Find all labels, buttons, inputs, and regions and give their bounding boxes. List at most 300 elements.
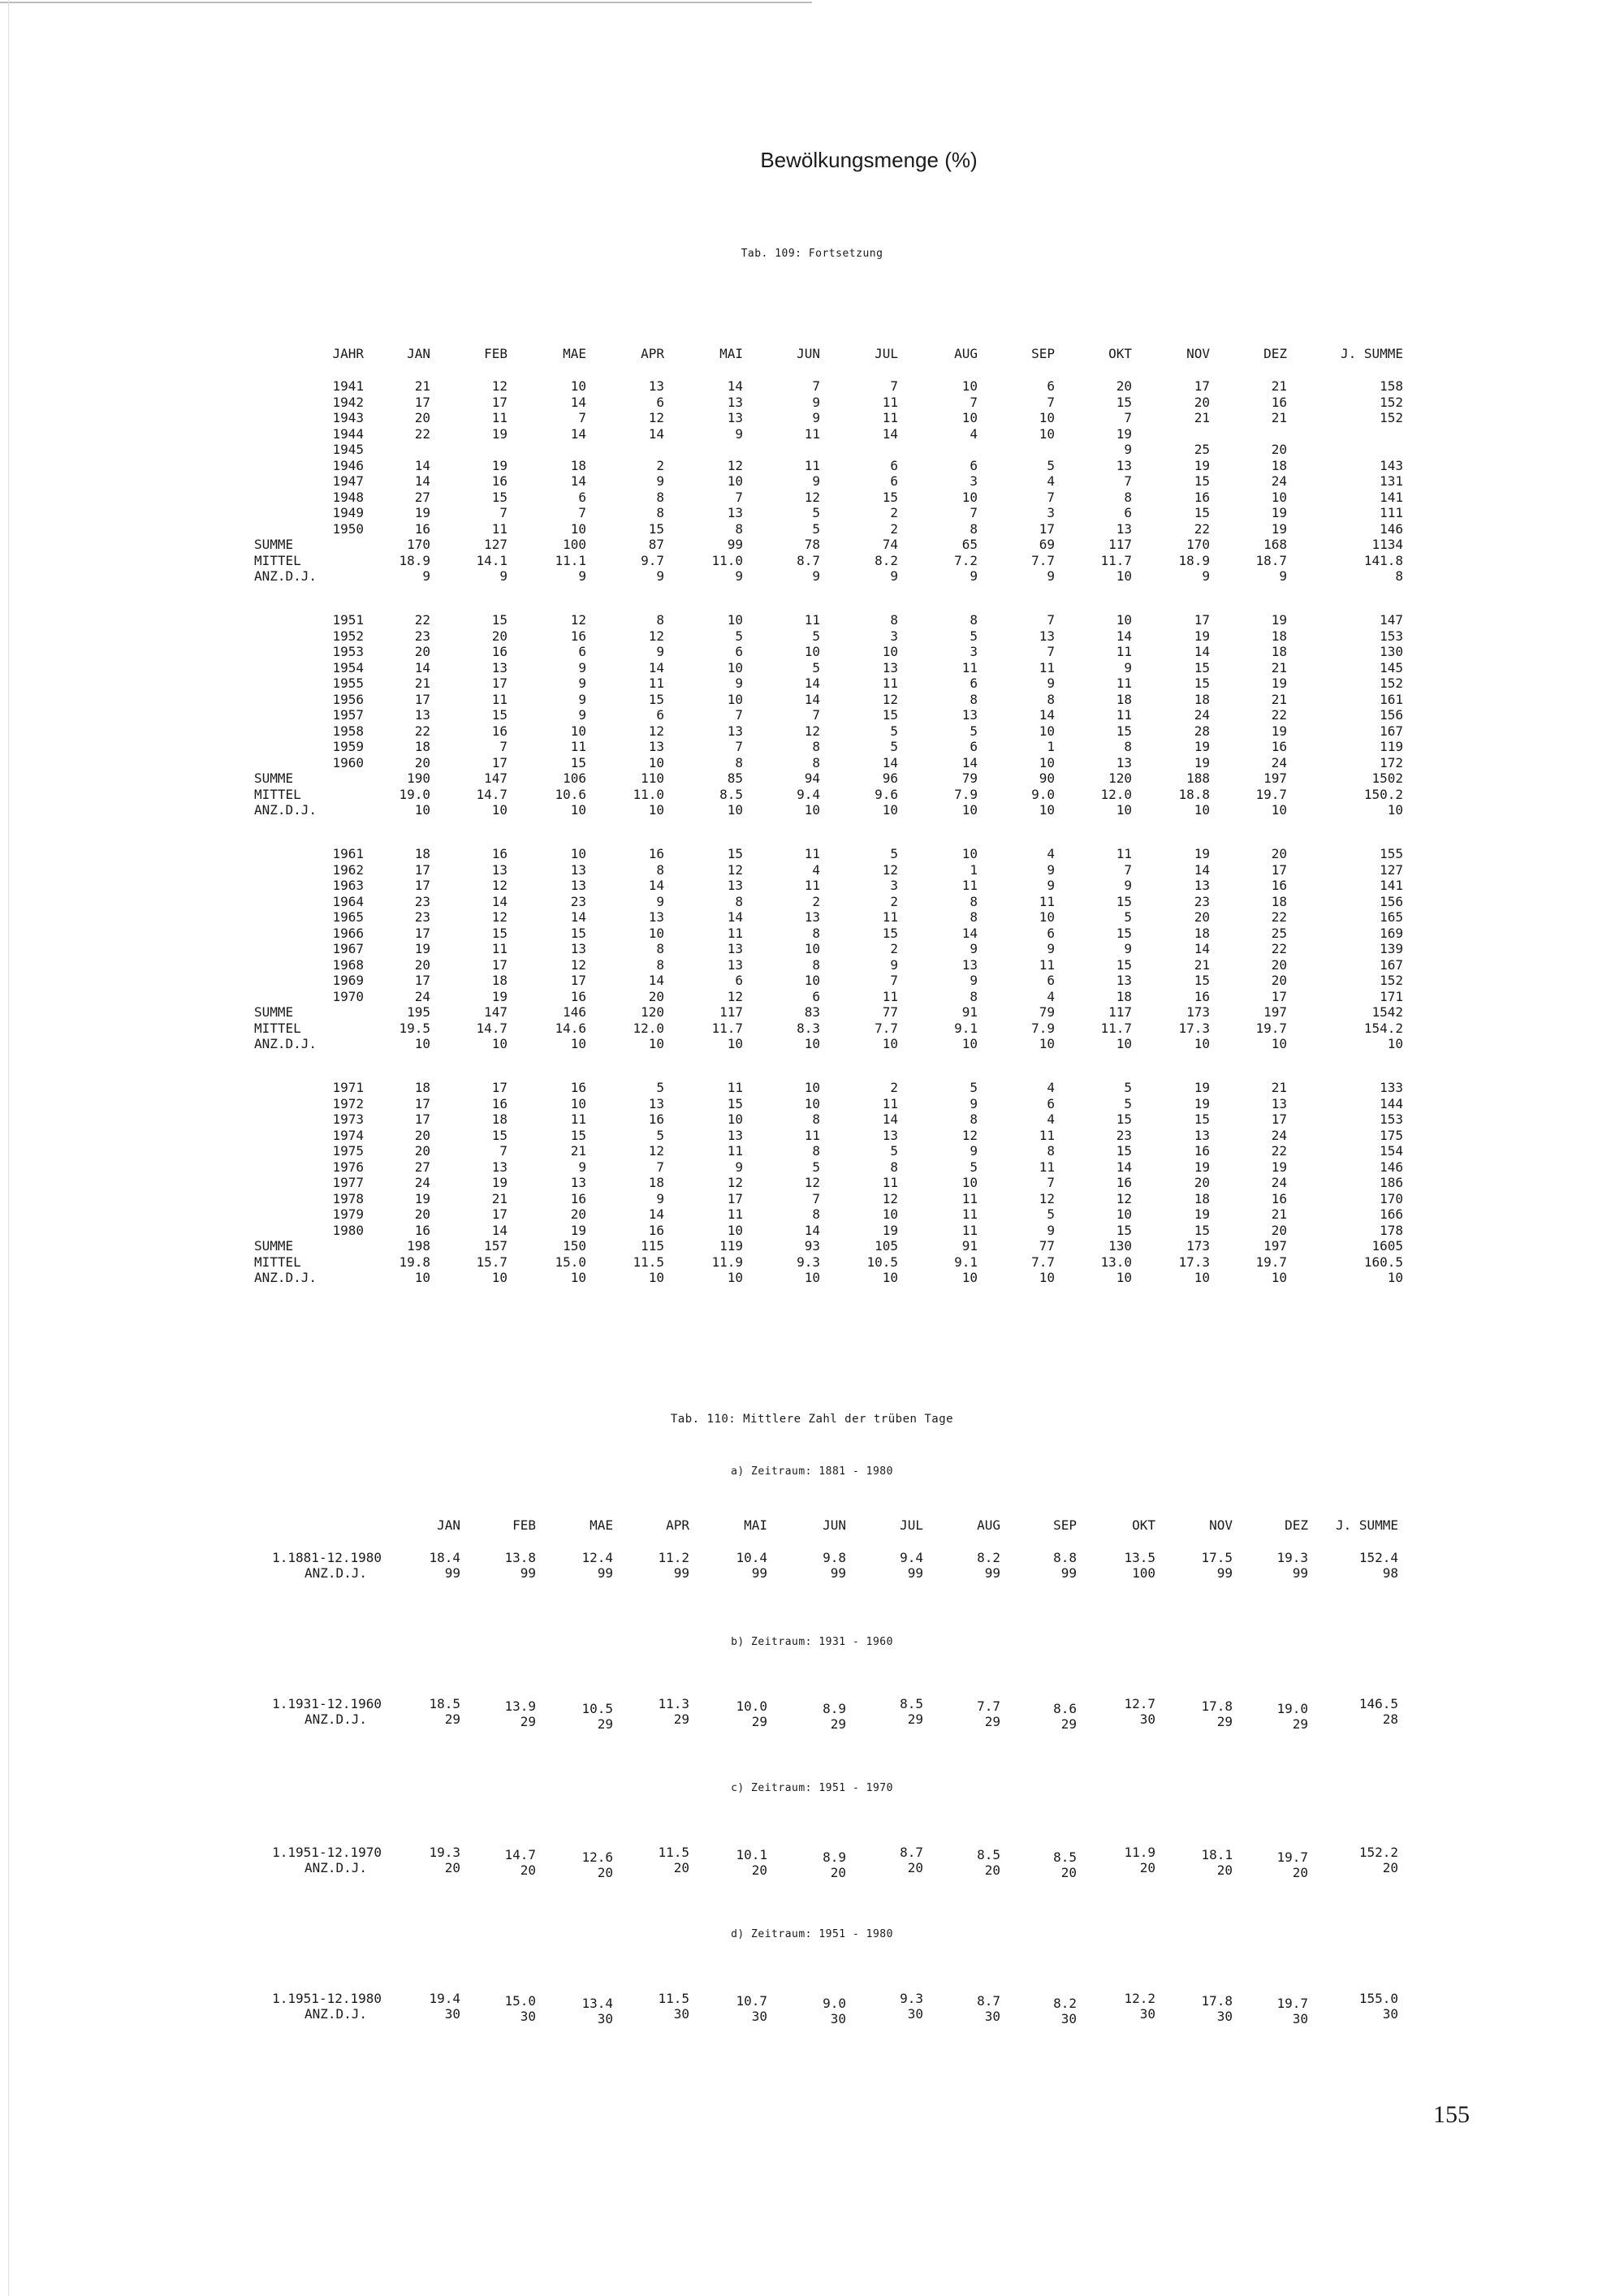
value-cell: 20 (1194, 1175, 1210, 1190)
summe-row-cell: 91 (961, 1004, 978, 1020)
year-cell: 1966 (332, 925, 364, 941)
value-cell: 13 (961, 707, 978, 723)
summe-row-cell: 127 (484, 537, 508, 552)
year-cell: 1958 (332, 723, 364, 739)
value-cell: 7 (1047, 644, 1055, 659)
year-cell: 1970 (332, 988, 364, 1004)
anz-value-cell: 30 (520, 2009, 536, 2024)
table-110-header: JUN (823, 1517, 846, 1533)
mittel-row-cell: 7.9 (954, 786, 978, 802)
value-cell: 8 (1124, 739, 1132, 754)
value-cell: 14 (648, 878, 664, 893)
anz-row-cell: 10 (648, 1036, 664, 1051)
value-cell: 11 (727, 1143, 743, 1159)
mittel-row-cell: 12.0 (633, 1020, 664, 1036)
value-cell: 13 (1194, 1127, 1210, 1143)
table-110-caption: Tab. 110: Mittlere Zahl der trüben Tage (670, 1413, 954, 1426)
mean-value-cell: 18.5 (429, 1696, 460, 1711)
value-cell: 7 (578, 505, 586, 520)
value-cell: 12 (570, 612, 586, 628)
table-110-header: J. SUMME (1335, 1517, 1398, 1533)
summe-row-cell: 117 (1108, 1004, 1132, 1020)
anz-value-cell: 98 (1382, 1565, 1398, 1581)
summe-row-cell: 130 (1108, 1238, 1132, 1254)
value-cell: 16 (491, 723, 508, 739)
anz-value-cell: 30 (907, 2006, 923, 2022)
value-cell: 13 (491, 1159, 508, 1175)
value-cell: 25 (1194, 442, 1210, 457)
value-cell: 6 (890, 473, 898, 489)
value-cell: 13 (648, 909, 664, 925)
mean-value-cell: 11.5 (658, 1845, 689, 1860)
value-cell: 6 (578, 644, 586, 659)
value-cell: 8 (735, 754, 743, 770)
value-cell: 8 (656, 612, 664, 628)
value-cell: 144 (1380, 1095, 1403, 1111)
value-cell: 9 (812, 473, 820, 489)
value-cell: 25 (1271, 925, 1287, 941)
value-cell: 4 (1047, 1111, 1055, 1127)
anz-value-cell: 30 (1139, 1711, 1155, 1727)
year-cell: 1949 (332, 505, 364, 520)
anz-row-cell: 10 (1116, 1036, 1132, 1051)
value-cell: 14 (570, 909, 586, 925)
value-cell: 19 (491, 457, 508, 473)
value-cell: 16 (1194, 1143, 1210, 1159)
value-cell: 8 (970, 1111, 978, 1127)
anz-row-cell: 10 (961, 1036, 978, 1051)
table-109-header: SEP (1031, 346, 1055, 361)
anz-row-cell: 10 (1194, 1270, 1210, 1285)
value-cell: 17 (491, 754, 508, 770)
value-cell: 27 (414, 489, 430, 505)
value-cell: 4 (970, 425, 978, 442)
value-cell: 6 (1047, 378, 1055, 394)
summe-row-cell: 90 (1039, 770, 1055, 786)
value-cell: 17 (1271, 861, 1287, 878)
mean-value-cell: 8.8 (1053, 1550, 1077, 1565)
value-cell: 153 (1380, 1111, 1403, 1127)
mean-value-cell: 146.5 (1358, 1696, 1398, 1711)
value-cell: 10 (570, 846, 586, 861)
value-cell: 5 (970, 628, 978, 644)
value-cell: 119 (1380, 739, 1403, 754)
value-cell: 19 (882, 1222, 898, 1238)
value-cell: 19 (1271, 1159, 1287, 1175)
value-cell: 171 (1380, 988, 1403, 1004)
mittel-row-cell: 9.1 (954, 1254, 978, 1270)
value-cell: 13 (570, 1175, 586, 1190)
value-cell: 15 (570, 754, 586, 770)
anz-row-cell: 10 (570, 1270, 586, 1285)
mean-value-cell: 19.3 (429, 1845, 460, 1860)
period-label: 1.1951-12.1980 (272, 1991, 382, 2006)
value-cell: 3 (1047, 505, 1055, 520)
summe-row-cell: 65 (961, 537, 978, 552)
value-cell: 20 (491, 628, 508, 644)
value-cell: 23 (414, 909, 430, 925)
summe-row-cell: 170 (407, 537, 430, 552)
summe-row-cell: 1134 (1371, 537, 1403, 552)
mittel-row-cell: 11.7 (711, 1020, 743, 1036)
value-cell: 12 (727, 1175, 743, 1190)
value-cell: 6 (890, 457, 898, 473)
summe-row-cell: 74 (882, 537, 898, 552)
summe-row-label: SUMME (254, 770, 294, 786)
value-cell: 145 (1380, 659, 1403, 675)
anz-row-cell: 9 (970, 568, 978, 584)
value-cell: 13 (727, 723, 743, 739)
value-cell: 19 (1271, 675, 1287, 691)
mean-value-cell: 9.4 (900, 1550, 923, 1565)
value-cell: 23 (414, 893, 430, 909)
anz-row-cell: 9 (656, 568, 664, 584)
table-110-header: OKT (1132, 1517, 1155, 1533)
anz-label: ANZ.D.J. (304, 1565, 367, 1581)
summe-row-cell: 78 (804, 537, 820, 552)
value-cell: 14 (414, 457, 430, 473)
value-cell: 12 (727, 988, 743, 1004)
value-cell: 15 (491, 925, 508, 941)
value-cell: 165 (1380, 909, 1403, 925)
value-cell: 2 (890, 941, 898, 956)
value-cell: 17 (1194, 612, 1210, 628)
value-cell: 5 (656, 1127, 664, 1143)
value-cell: 21 (1271, 1206, 1287, 1222)
value-cell: 12 (648, 410, 664, 425)
anz-row-cell: 10 (491, 1270, 508, 1285)
anz-value-cell: 29 (1060, 1716, 1077, 1732)
value-cell: 20 (414, 1127, 430, 1143)
value-cell: 20 (414, 1206, 430, 1222)
value-cell: 19 (1271, 723, 1287, 739)
value-cell: 10 (961, 410, 978, 425)
value-cell: 11 (1039, 893, 1055, 909)
value-cell: 4 (1047, 1080, 1055, 1095)
value-cell: 13 (648, 378, 664, 394)
table-110-header: NOV (1209, 1517, 1233, 1533)
value-cell: 11 (882, 1175, 898, 1190)
value-cell: 9 (578, 707, 586, 723)
mean-value-cell: 8.2 (977, 1550, 1000, 1565)
value-cell: 161 (1380, 691, 1403, 707)
value-cell: 19 (1194, 628, 1210, 644)
anz-row-cell: 9 (422, 568, 430, 584)
summe-row-label: SUMME (254, 1238, 294, 1254)
value-cell: 24 (1271, 754, 1287, 770)
table-109-header: JAN (407, 346, 430, 361)
value-cell: 23 (570, 893, 586, 909)
value-cell: 9 (1047, 675, 1055, 691)
value-cell: 11 (1039, 1159, 1055, 1175)
anz-value-cell: 20 (597, 1865, 613, 1880)
value-cell: 11 (1039, 1127, 1055, 1143)
value-cell: 12 (648, 723, 664, 739)
value-cell: 12 (648, 628, 664, 644)
anz-value-cell: 29 (520, 1714, 536, 1729)
value-cell: 15 (648, 520, 664, 537)
mean-value-cell: 155.0 (1358, 1991, 1398, 2006)
value-cell: 14 (961, 754, 978, 770)
value-cell: 11 (491, 520, 508, 537)
summe-row-cell: 99 (727, 537, 743, 552)
value-cell: 19 (491, 425, 508, 442)
value-cell: 10 (804, 1095, 820, 1111)
year-cell: 1979 (332, 1206, 364, 1222)
value-cell: 7 (970, 394, 978, 410)
value-cell: 14 (882, 754, 898, 770)
value-cell: 19 (414, 1190, 430, 1206)
value-cell: 133 (1380, 1080, 1403, 1095)
value-cell: 10 (1039, 425, 1055, 442)
value-cell: 8 (812, 1206, 820, 1222)
value-cell: 20 (414, 410, 430, 425)
anz-value-cell: 29 (1216, 1714, 1233, 1729)
value-cell: 8 (812, 1111, 820, 1127)
value-cell: 10 (1271, 489, 1287, 505)
value-cell: 8 (656, 861, 664, 878)
table-110-section-caption: a) Zeitraum: 1881 - 1980 (731, 1465, 893, 1478)
mittel-row-cell: 9.4 (797, 786, 820, 802)
mittel-row-cell: 15.7 (476, 1254, 508, 1270)
value-cell: 19 (1271, 505, 1287, 520)
anz-row-cell: 9 (578, 568, 586, 584)
mean-value-cell: 13.9 (504, 1698, 536, 1714)
value-cell: 18 (1116, 988, 1132, 1004)
value-cell: 8 (735, 520, 743, 537)
value-cell: 15 (1116, 394, 1132, 410)
value-cell: 17 (414, 878, 430, 893)
value-cell: 17 (491, 394, 508, 410)
value-cell: 13 (491, 659, 508, 675)
value-cell: 15 (727, 1095, 743, 1111)
anz-value-cell: 99 (1292, 1565, 1308, 1581)
value-cell: 17 (414, 925, 430, 941)
value-cell: 14 (882, 1111, 898, 1127)
mean-value-cell: 19.7 (1276, 1849, 1308, 1865)
summe-row-label: SUMME (254, 1004, 294, 1020)
anz-row-cell: 10 (804, 1270, 820, 1285)
value-cell: 10 (804, 1080, 820, 1095)
value-cell: 15 (1116, 956, 1132, 973)
value-cell: 9 (812, 394, 820, 410)
value-cell: 16 (414, 1222, 430, 1238)
value-cell: 8 (656, 489, 664, 505)
summe-row-cell: 173 (1186, 1238, 1210, 1254)
mean-value-cell: 152.2 (1358, 1845, 1398, 1860)
value-cell: 15 (1194, 675, 1210, 691)
value-cell: 4 (1047, 988, 1055, 1004)
value-cell: 9 (890, 956, 898, 973)
value-cell: 24 (414, 988, 430, 1004)
year-cell: 1972 (332, 1095, 364, 1111)
mean-value-cell: 12.7 (1124, 1696, 1155, 1711)
year-cell: 1944 (332, 425, 364, 442)
value-cell: 14 (414, 659, 430, 675)
year-cell: 1951 (332, 612, 364, 628)
value-cell: 15 (882, 707, 898, 723)
table-109-header: NOV (1186, 346, 1210, 361)
anz-value-cell: 20 (907, 1860, 923, 1875)
value-cell: 22 (414, 612, 430, 628)
value-cell: 12 (648, 1143, 664, 1159)
value-cell: 19 (1194, 846, 1210, 861)
value-cell: 21 (1271, 378, 1287, 394)
value-cell: 12 (882, 861, 898, 878)
value-cell: 19 (1194, 1080, 1210, 1095)
value-cell: 22 (414, 425, 430, 442)
value-cell: 10 (727, 659, 743, 675)
value-cell: 20 (570, 1206, 586, 1222)
summe-row-cell: 168 (1263, 537, 1287, 552)
value-cell: 19 (1116, 425, 1132, 442)
value-cell: 13 (727, 410, 743, 425)
value-cell: 172 (1380, 754, 1403, 770)
value-cell: 7 (890, 973, 898, 988)
summe-row-cell: 117 (719, 1004, 743, 1020)
value-cell: 8 (970, 691, 978, 707)
value-cell: 16 (1116, 1175, 1132, 1190)
summe-row-cell: 106 (563, 770, 586, 786)
value-cell: 10 (727, 691, 743, 707)
anz-row-cell: 10 (1039, 802, 1055, 818)
anz-row-cell: 10 (570, 802, 586, 818)
mittel-row-label: MITTEL (254, 786, 301, 802)
value-cell: 17 (491, 1080, 508, 1095)
value-cell: 15 (1194, 505, 1210, 520)
mean-value-cell: 8.9 (823, 1849, 846, 1865)
value-cell: 8 (812, 739, 820, 754)
mean-value-cell: 8.7 (900, 1845, 923, 1860)
value-cell: 13 (882, 1127, 898, 1143)
summe-row-cell: 157 (484, 1238, 508, 1254)
value-cell: 15 (1194, 1222, 1210, 1238)
value-cell: 11 (1116, 846, 1132, 861)
value-cell: 11 (804, 457, 820, 473)
anz-row-cell: 10 (491, 802, 508, 818)
value-cell: 9 (656, 473, 664, 489)
anz-value-cell: 30 (984, 2009, 1000, 2024)
summe-row-cell: 190 (407, 770, 430, 786)
period-label: 1.1931-12.1960 (272, 1696, 382, 1711)
summe-row-cell: 79 (961, 770, 978, 786)
scan-top-edge (0, 2, 812, 3)
value-cell: 11 (961, 1190, 978, 1206)
table-109-header: APR (641, 346, 664, 361)
mittel-row-cell: 11.7 (1100, 1020, 1132, 1036)
value-cell: 7 (735, 489, 743, 505)
value-cell: 9 (656, 893, 664, 909)
anz-value-cell: 20 (444, 1860, 460, 1875)
value-cell: 2 (890, 1080, 898, 1095)
mittel-row-label: MITTEL (254, 1020, 301, 1036)
mean-value-cell: 13.8 (504, 1550, 536, 1565)
value-cell: 17 (491, 956, 508, 973)
value-cell: 6 (970, 675, 978, 691)
mean-value-cell: 8.5 (900, 1696, 923, 1711)
year-cell: 1952 (332, 628, 364, 644)
value-cell: 9 (735, 425, 743, 442)
mean-value-cell: 18.1 (1201, 1847, 1233, 1862)
mittel-row-cell: 10.5 (866, 1254, 898, 1270)
anz-row-cell: 10 (1116, 1270, 1132, 1285)
value-cell: 11 (491, 691, 508, 707)
value-cell: 158 (1380, 378, 1403, 394)
value-cell: 20 (1116, 378, 1132, 394)
mittel-row-cell: 12.0 (1100, 786, 1132, 802)
value-cell: 10 (882, 1206, 898, 1222)
anz-value-cell: 30 (830, 2011, 846, 2026)
value-cell: 10 (727, 1222, 743, 1238)
value-cell: 111 (1380, 505, 1403, 520)
value-cell: 7 (812, 378, 820, 394)
value-cell: 24 (1271, 1175, 1287, 1190)
value-cell: 12 (1039, 1190, 1055, 1206)
anz-row-cell: 10 (961, 1270, 978, 1285)
value-cell: 15 (882, 489, 898, 505)
anz-row-cell: 9 (812, 568, 820, 584)
summe-row-label: SUMME (254, 537, 294, 552)
value-cell: 24 (1271, 473, 1287, 489)
value-cell: 19 (491, 988, 508, 1004)
value-cell: 5 (812, 628, 820, 644)
value-cell: 6 (812, 988, 820, 1004)
value-cell: 10 (804, 644, 820, 659)
anz-row-label: ANZ.D.J. (254, 568, 317, 584)
mittel-row-cell: 9.3 (797, 1254, 820, 1270)
mean-value-cell: 9.8 (823, 1550, 846, 1565)
anz-row-cell: 9 (1279, 568, 1287, 584)
value-cell: 7 (1124, 861, 1132, 878)
year-cell: 1950 (332, 520, 364, 537)
mean-value-cell: 10.4 (736, 1550, 767, 1565)
anz-value-cell: 99 (1060, 1565, 1077, 1581)
value-cell: 14 (1116, 1159, 1132, 1175)
mean-value-cell: 11.3 (658, 1696, 689, 1711)
anz-row-cell: 10 (1271, 1036, 1287, 1051)
value-cell: 11 (804, 612, 820, 628)
value-cell: 15 (1116, 893, 1132, 909)
mittel-row-cell: 18.9 (1178, 552, 1210, 568)
value-cell: 19 (1271, 612, 1287, 628)
anz-value-cell: 99 (907, 1565, 923, 1581)
summe-row-cell: 117 (1108, 537, 1132, 552)
table-110-section-caption: b) Zeitraum: 1931 - 1960 (731, 1636, 893, 1648)
value-cell: 9 (1124, 941, 1132, 956)
year-cell: 1943 (332, 410, 364, 425)
anz-row-cell: 10 (882, 802, 898, 818)
value-cell: 17 (414, 973, 430, 988)
mittel-row-cell: 14.6 (555, 1020, 586, 1036)
summe-row-cell: 197 (1263, 770, 1287, 786)
mittel-row-cell: 7.9 (1031, 1020, 1055, 1036)
anz-value-cell: 99 (444, 1565, 460, 1581)
value-cell: 2 (656, 457, 664, 473)
mittel-row-cell: 19.7 (1255, 786, 1287, 802)
year-cell: 1977 (332, 1175, 364, 1190)
mittel-row-cell: 11.7 (1100, 552, 1132, 568)
mean-value-cell: 10.1 (736, 1847, 767, 1862)
mittel-row-cell: 9.7 (641, 552, 664, 568)
mean-value-cell: 10.5 (581, 1701, 613, 1716)
anz-row-cell: 10 (1387, 1036, 1403, 1051)
value-cell: 19 (1194, 739, 1210, 754)
summe-row-cell: 119 (719, 1238, 743, 1254)
value-cell: 15 (1194, 973, 1210, 988)
value-cell: 10 (1039, 909, 1055, 925)
value-cell: 14 (804, 675, 820, 691)
value-cell: 21 (414, 378, 430, 394)
